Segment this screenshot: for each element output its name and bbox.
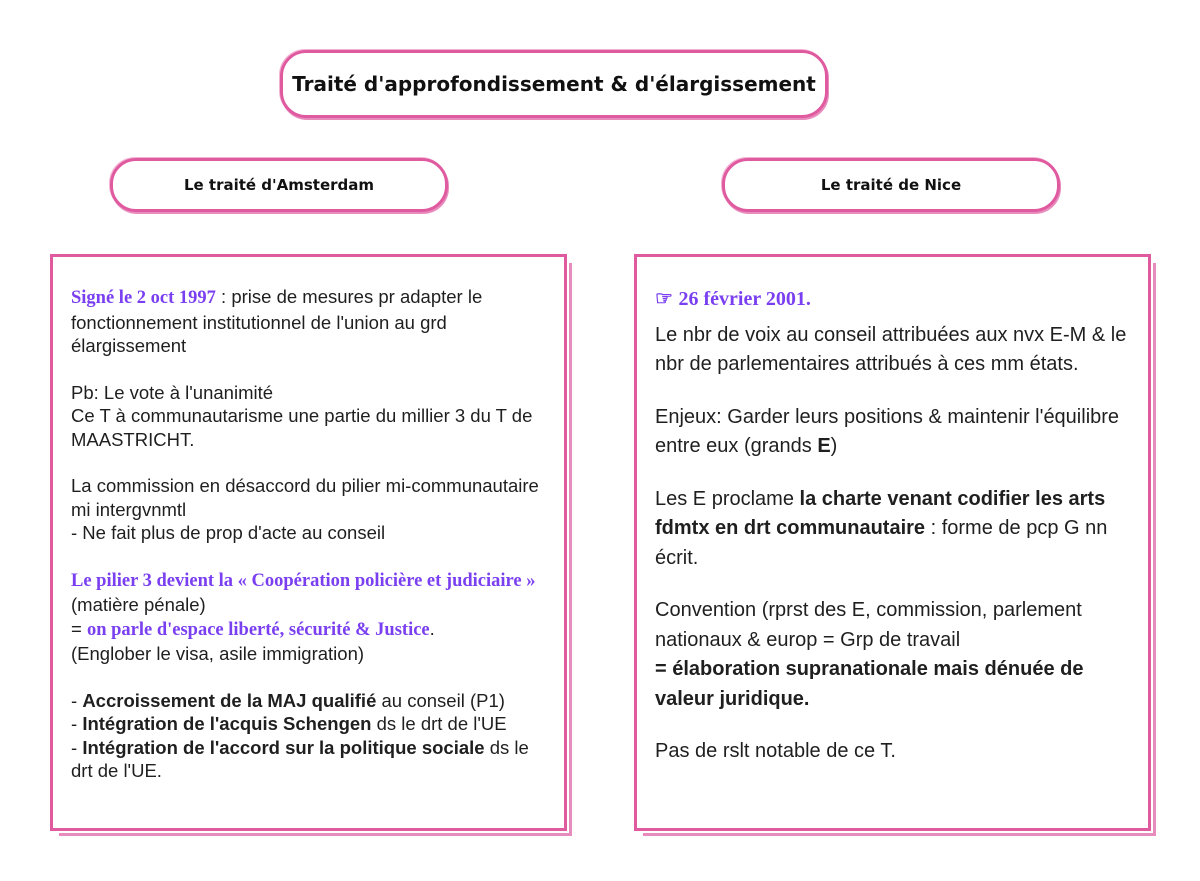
- amsterdam-problem-paragraph: [71, 381, 550, 452]
- amsterdam-header: [110, 158, 448, 212]
- nice-result-paragraph: Pas de rslt notable de ce T.: [655, 740, 896, 762]
- pillar-rest: (matière pénale): [71, 594, 206, 615]
- nice-panel: [634, 254, 1151, 831]
- bullet-bold: Accroissement de la MAJ qualifié: [82, 689, 377, 711]
- bullet-item: [71, 689, 550, 713]
- amsterdam-pillar-paragraph: [71, 568, 550, 666]
- main-title: [280, 50, 828, 118]
- bullet-dash: -: [71, 713, 83, 734]
- amsterdam-commission-paragraph: [71, 474, 550, 545]
- problem-line: Pb: Le vote à l'unanimité: [71, 381, 274, 403]
- charter-pre: Les E proclame: [655, 487, 800, 510]
- commission-line: La commission en désaccord du pilier mi-communautaire mi intergvnmtl: [71, 475, 539, 520]
- nice-stakes-paragraph: [655, 403, 1134, 462]
- amsterdam-bullets: [71, 689, 550, 783]
- main-title-text: Traité d'approfondissement & d'élargissement: [292, 72, 816, 96]
- charter-rest: : forme de pcp G nn écrit.: [655, 517, 1108, 569]
- bullet-dash: -: [71, 736, 83, 758]
- bullet-item: [71, 736, 550, 783]
- espace-highlight: on parle d'espace liberté, sécurité & Justice: [86, 619, 430, 640]
- amsterdam-header-text: Le traité d'Amsterdam: [183, 176, 375, 194]
- bullet-bold: Intégration de l'acquis Schengen: [82, 713, 372, 734]
- amsterdam-content: [71, 285, 550, 806]
- convention-bold: = élaboration supranationale mais dénuée de valeur juridique.: [655, 658, 1084, 710]
- pointing-hand-icon: ☞: [655, 288, 673, 310]
- pillar-eq-end: .: [429, 617, 435, 639]
- nice-convention-paragraph: [655, 596, 1134, 714]
- bullet-dash: -: [71, 689, 83, 711]
- pillar-eq: =: [71, 617, 87, 639]
- signing-date-highlight: Signé le 2 oct 1997: [71, 288, 216, 308]
- signing-description: : prise de mesures pr adapter le fonctionnement institutionnel de l'union au grd élargissement: [71, 286, 483, 356]
- bullet-rest: ds le drt de l'UE.: [71, 736, 529, 781]
- nice-header: [722, 158, 1060, 212]
- nice-charter-paragraph: [655, 485, 1134, 574]
- stakes-bold: E: [817, 435, 831, 457]
- nice-content: [655, 285, 1134, 790]
- charter-bold: la charte venant codifier les arts fdmtx en drt communautaire: [655, 487, 1106, 539]
- bullet-bold: Intégration de l'accord sur la politique sociale: [82, 736, 485, 758]
- convention-line: Convention (rprst des E, commission, parlement nationaux & europ = Grp de travail: [655, 599, 1082, 651]
- stakes-end: ): [830, 435, 838, 457]
- amsterdam-panel: [50, 254, 567, 831]
- bullet-rest: au conseil (P1): [376, 689, 505, 711]
- nice-date: [655, 285, 1134, 315]
- amsterdam-signing-paragraph: [71, 285, 550, 358]
- stakes-text: Enjeux: Garder leurs positions & maintenir l'équilibre entre eux (grands: [655, 405, 1120, 457]
- nice-votes-paragraph: Le nbr de voix au conseil attribuées aux nvx E-M & le nbr de parlementaires attribués à ces mm états.: [655, 323, 1127, 375]
- nice-date-text: 26 février 2001.: [678, 288, 811, 310]
- nice-header-text: Le traité de Nice: [820, 176, 962, 194]
- communautarisme-line: Ce T à communautarisme une partie du millier 3 du T de MAASTRICHT.: [71, 405, 533, 450]
- visa-line: (Englober le visa, asile immigration): [71, 643, 365, 664]
- proposal-line: - Ne fait plus de prop d'acte au conseil: [71, 522, 386, 543]
- pillar-highlight: Le pilier 3 devient la « Coopération policière et judiciaire »: [71, 570, 536, 591]
- bullet-rest: ds le drt de l'UE: [371, 713, 507, 734]
- bullet-item: [71, 712, 550, 736]
